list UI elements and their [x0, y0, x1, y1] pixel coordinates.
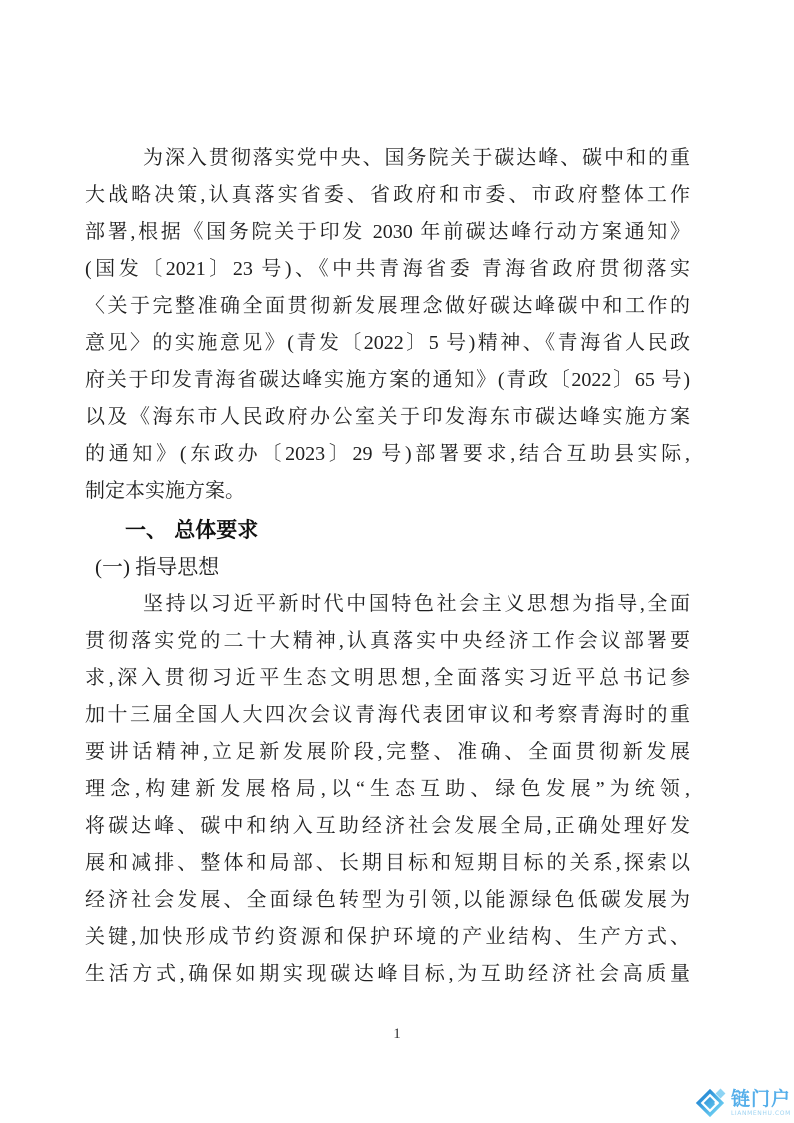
text-line: 贯彻落实党的二十大精神,认真落实中央经济工作会议部署要 [85, 630, 690, 652]
text-line: 为深入贯彻落实党中央、国务院关于碳达峰、碳中和的重 [143, 147, 690, 169]
text-line: 府关于印发青海省碳达峰实施方案的通知》(青政〔2022〕65 号) [85, 369, 690, 391]
text-line: 求,深入贯彻习近平生态文明思想,全面落实习近平总书记参 [85, 667, 690, 689]
text-line: 生活方式,确保如期实现碳达峰目标,为互助经济社会高质量 [85, 963, 690, 985]
lianmenhu-logo-icon [693, 1086, 727, 1120]
text-line: 〈关于完整准确全面贯彻新发展理念做好碳达峰碳中和工作的 [85, 295, 690, 317]
watermark [693, 1086, 791, 1120]
text-line: 展和减排、整体和局部、长期目标和短期目标的关系,探索以 [85, 852, 690, 874]
logo-dot [714, 1101, 718, 1105]
text-line: 关键,加快形成节约资源和保护环境的产业结构、生产方式、 [85, 926, 690, 948]
paragraph-intro-last-line: 制定本实施方案。 [85, 480, 245, 502]
watermark-brand-text: 链门户 [730, 1087, 791, 1110]
text-line: (国发〔2021〕23 号)、《中共青海省委 青海省政府贯彻落实 [85, 258, 690, 280]
text-line: 大战略决策,认真落实省委、省政府和市委、市政府整体工作 [85, 184, 690, 206]
document-body [85, 140, 690, 993]
text-line: 意见〉的实施意见》(青发〔2022〕5 号)精神、《青海省人民政 [85, 332, 690, 354]
page-number: 1 [393, 1026, 401, 1042]
text-line: 要讲话精神,立足新发展阶段,完整、准确、全面贯彻新发展 [85, 741, 690, 763]
subsection-heading-guiding-ideology: (一) 指导思想 [95, 555, 220, 579]
section-heading-overall-requirements: 一、 总体要求 [125, 518, 259, 542]
text-line: 部署,根据《国务院关于印发 2030 年前碳达峰行动方案通知》 [85, 221, 690, 243]
text-line: 加十三届全国人大四次会议青海代表团审议和考察青海时的重 [85, 704, 690, 726]
paragraph-guiding-ideology [85, 586, 690, 993]
text-line: 理念,构建新发展格局,以“生态互助、绿色发展”为统领, [85, 778, 690, 800]
watermark-domain-text: LIANMENHU.COM [730, 1109, 791, 1117]
watermark-text-block [730, 1087, 791, 1117]
text-line: 的通知》(东政办〔2023〕29 号)部署要求,结合互助县实际, [85, 443, 690, 465]
text-line: 将碳达峰、碳中和纳入互助经济社会发展全局,正确处理好发 [85, 815, 690, 837]
text-line: 经济社会发展、全面绿色转型为引领,以能源绿色低碳发展为 [85, 889, 690, 911]
text-line: 以及《海东市人民政府办公室关于印发海东市碳达峰实施方案 [85, 406, 690, 428]
paragraph-intro [85, 140, 690, 473]
text-line: 坚持以习近平新时代中国特色社会主义思想为指导,全面 [143, 593, 690, 615]
